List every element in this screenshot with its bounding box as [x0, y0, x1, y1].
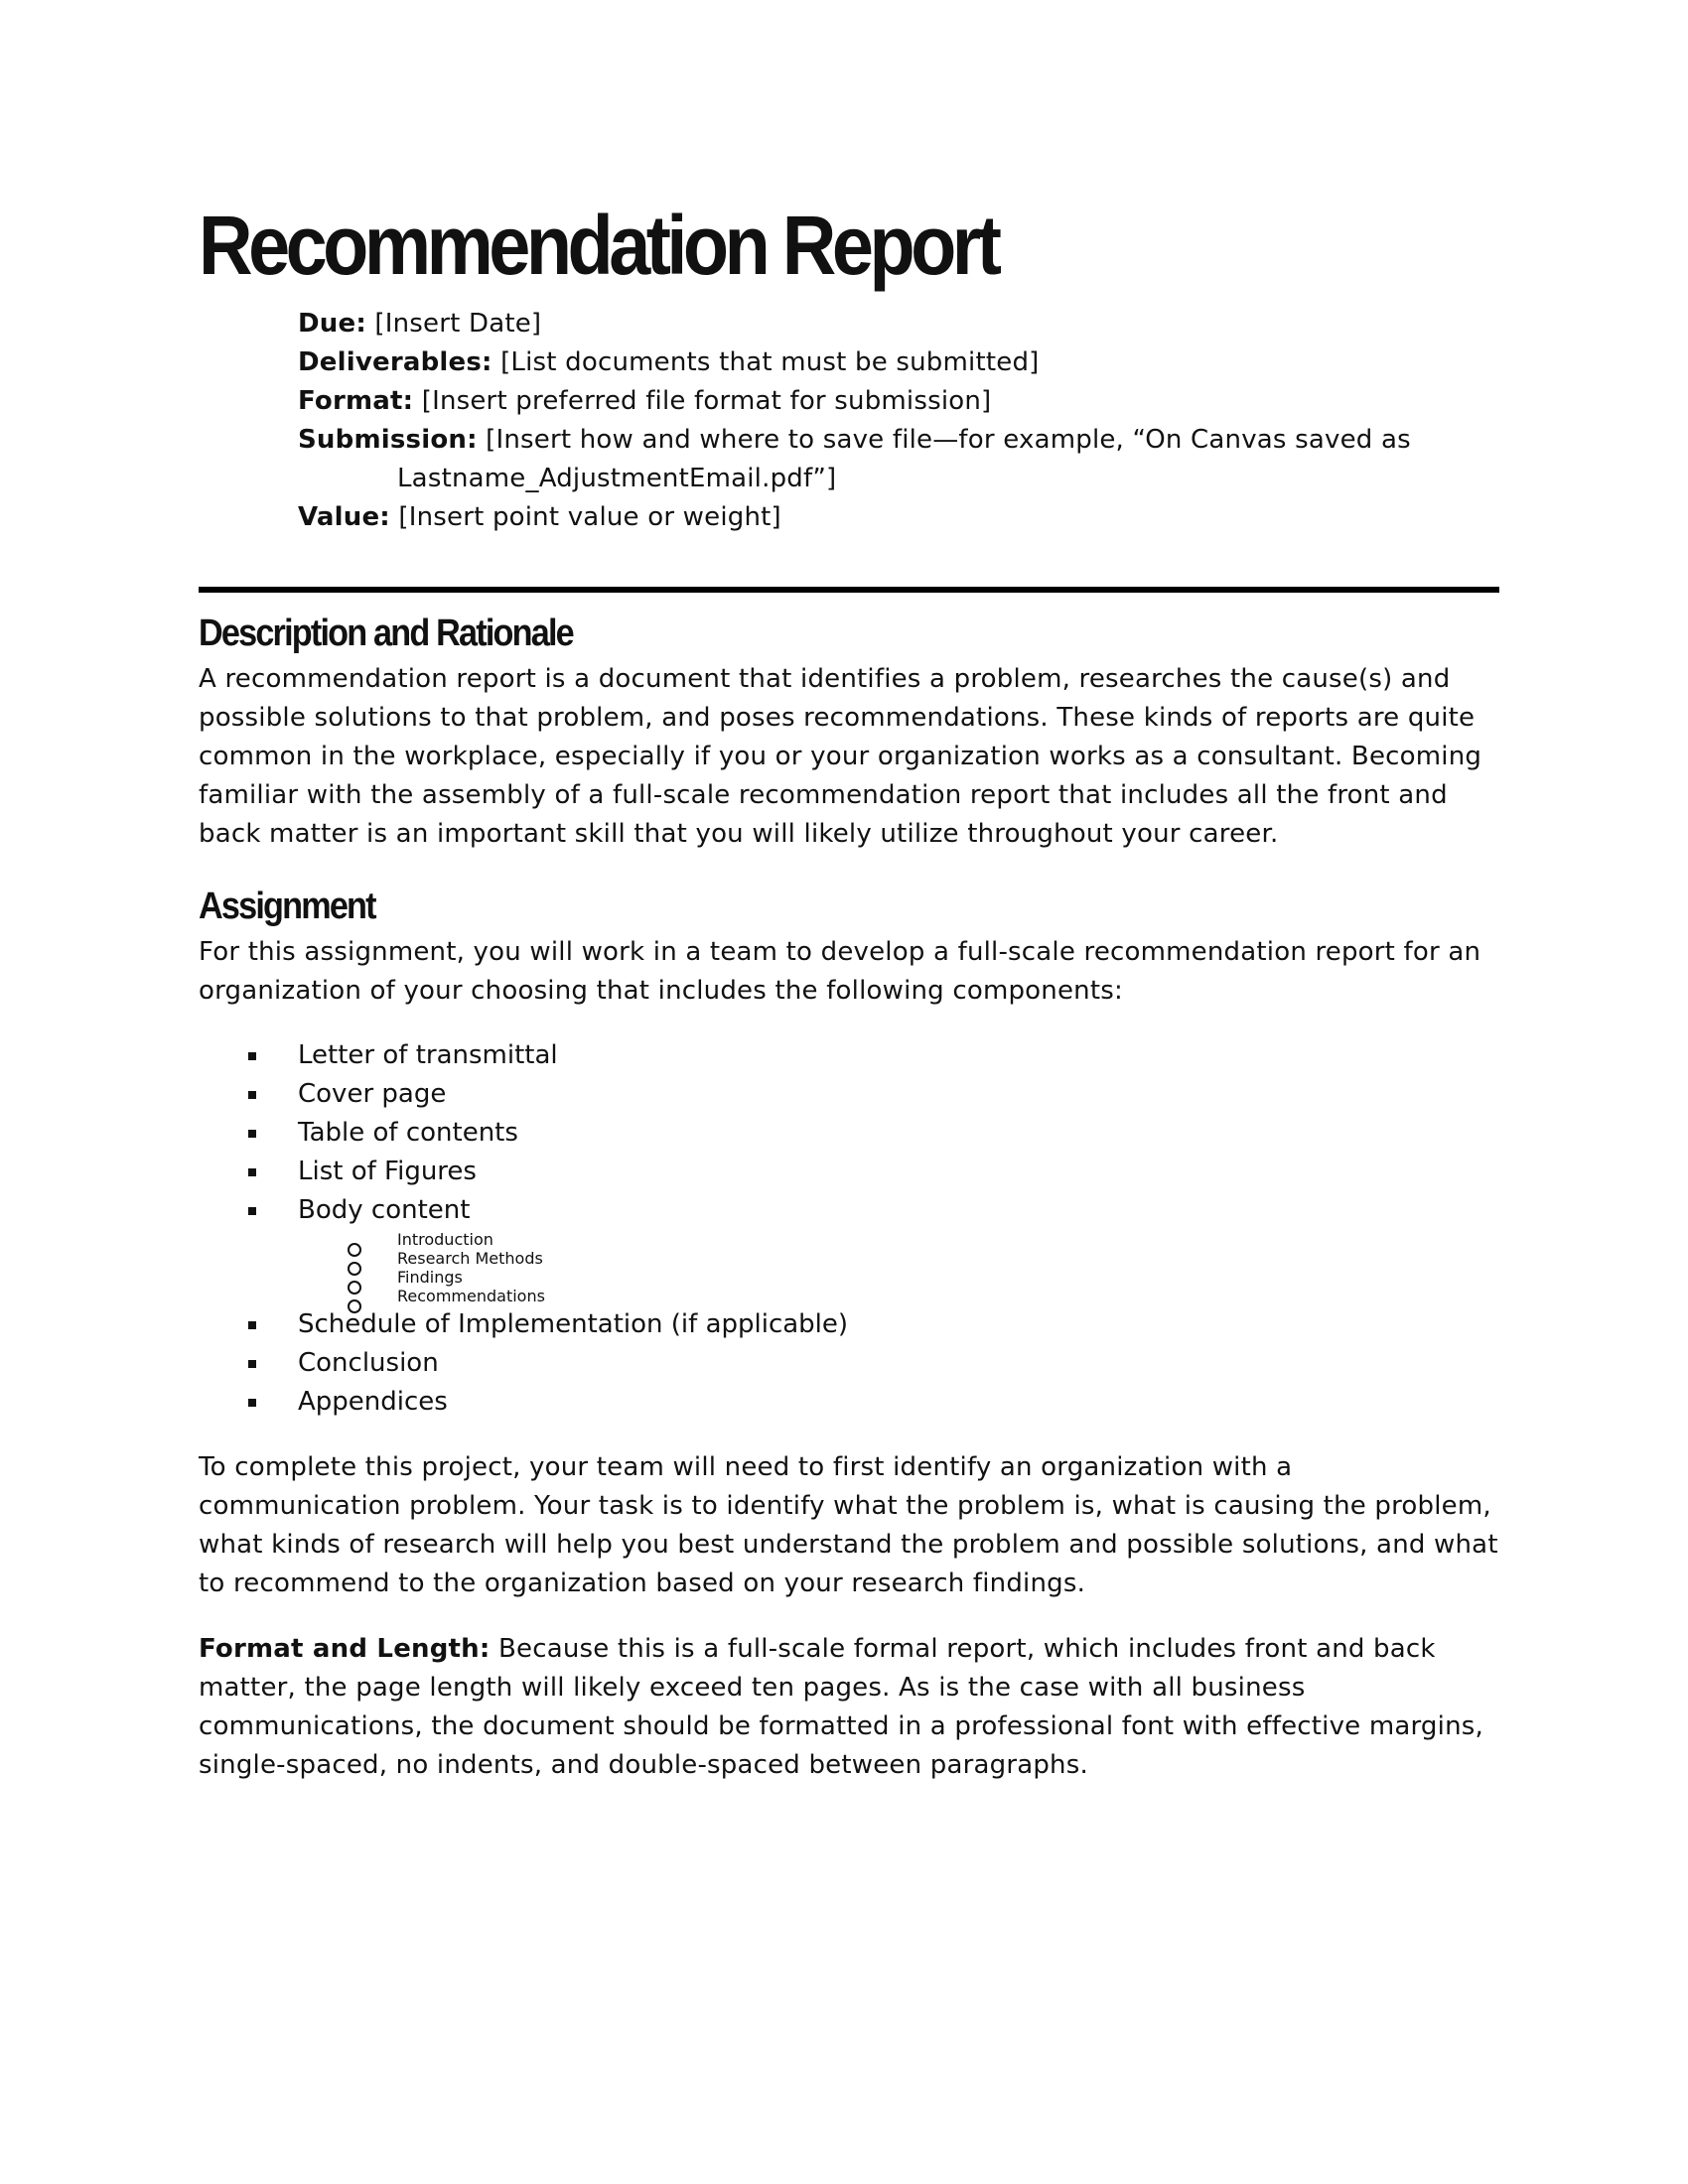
- list-item: [199, 1075, 1499, 1114]
- list-item-text: Conclusion: [298, 1348, 439, 1378]
- components-list-continued: [199, 1305, 1499, 1422]
- square-bullet-icon: [248, 1130, 256, 1138]
- horizontal-rule: [199, 587, 1499, 593]
- description-text: A recommendation report is a document that identifies a problem, researches the cause(s) and possible solutions to that problem, and poses recommendations. These kinds of reports are quite common in the workplace, especially if you or your organization works as a consultant. Becoming familiar with the assembly of a full-scale recommendation report that includes all the front and back matter is an important skill that you will likely utilize throughout your career.: [199, 664, 1482, 849]
- square-bullet-icon: [248, 1168, 256, 1176]
- square-bullet-icon: [248, 1399, 256, 1407]
- sub-list-item: [199, 1230, 1499, 1249]
- list-item: [199, 1036, 1499, 1075]
- sub-list-item-text: Research Methods: [397, 1249, 543, 1268]
- list-item: [199, 1305, 1499, 1344]
- sub-list-item-text: Findings: [397, 1268, 463, 1287]
- meta-format: [298, 382, 1499, 421]
- meta-due: [298, 305, 1499, 343]
- list-item: [199, 1191, 1499, 1230]
- sub-list-item: [199, 1268, 1499, 1287]
- list-item-text: Appendices: [298, 1387, 448, 1417]
- components-list: [199, 1036, 1499, 1230]
- format-length-paragraph: [199, 1630, 1499, 1785]
- format-length-label: Format and Length:: [199, 1634, 491, 1664]
- meta-submission: [298, 421, 1499, 498]
- square-bullet-icon: [248, 1321, 256, 1329]
- assignment-intro: For this assignment, you will work in a team to develop a full-scale recommendation report for an organization of your choosing that includes the following components:: [199, 937, 1481, 1006]
- meta-submission-continued: Lastname_AdjustmentEmail.pdf”]: [397, 464, 837, 493]
- meta-format-value: [Insert preferred file format for submission]: [413, 386, 992, 416]
- square-bullet-icon: [248, 1052, 256, 1060]
- meta-value-value: [Insert point value or weight]: [389, 502, 781, 532]
- meta-value: [298, 498, 1499, 537]
- format-length-text: Because this is a full-scale formal report, which includes front and back matter, the page length will likely exceed ten pages. As is the case with all business communications, the document should be formatted in a professional font with effective margins, single-spaced, no indents, and double-spaced between paragraphs.: [199, 1634, 1483, 1780]
- meta-deliverables-label: Deliverables:: [298, 347, 492, 377]
- square-bullet-icon: [248, 1360, 256, 1368]
- sub-list-item: [199, 1287, 1499, 1305]
- meta-deliverables: [298, 343, 1499, 382]
- description-heading: Description and Rationale: [199, 613, 573, 654]
- list-item-text: Cover page: [298, 1079, 447, 1109]
- list-item-text: Letter of transmittal: [298, 1040, 558, 1070]
- list-item: [199, 1383, 1499, 1422]
- meta-submission-value: [Insert how and where to save file—for example, “On Canvas saved as: [477, 425, 1411, 455]
- sub-list-item: [199, 1249, 1499, 1268]
- meta-format-label: Format:: [298, 386, 414, 416]
- meta-due-label: Due:: [298, 309, 366, 339]
- meta-submission-label: Submission:: [298, 425, 478, 455]
- square-bullet-icon: [248, 1091, 256, 1099]
- list-item-text: List of Figures: [298, 1157, 477, 1186]
- document-page: [199, 199, 1499, 1785]
- document-title: Recommendation Report: [199, 199, 998, 292]
- square-bullet-icon: [248, 1207, 256, 1215]
- assignment-meta: [298, 305, 1499, 537]
- meta-value-label: Value:: [298, 502, 390, 532]
- body-content-sublist: [199, 1230, 1499, 1305]
- meta-deliverables-value: [List documents that must be submitted]: [492, 347, 1040, 377]
- list-item-text: Table of contents: [298, 1118, 518, 1148]
- meta-due-value: [Insert Date]: [365, 309, 542, 339]
- list-item: [199, 1153, 1499, 1191]
- list-item: [199, 1344, 1499, 1383]
- sub-list-item-text: Introduction: [397, 1230, 493, 1249]
- sub-list-item-text: Recommendations: [397, 1287, 545, 1305]
- complete-project-text: To complete this project, your team will need to first identify an organization with a communication problem. Your task is to identify what the problem is, what is causing the problem, what kinds of research will help you best understand the problem and possible solutions, and what to recommend to the organization based on your research findings.: [199, 1452, 1498, 1598]
- list-item-text: Schedule of Implementation (if applicable): [298, 1309, 849, 1339]
- assignment-heading: Assignment: [199, 886, 375, 927]
- list-item: [199, 1114, 1499, 1153]
- list-item-text: Body content: [298, 1195, 471, 1225]
